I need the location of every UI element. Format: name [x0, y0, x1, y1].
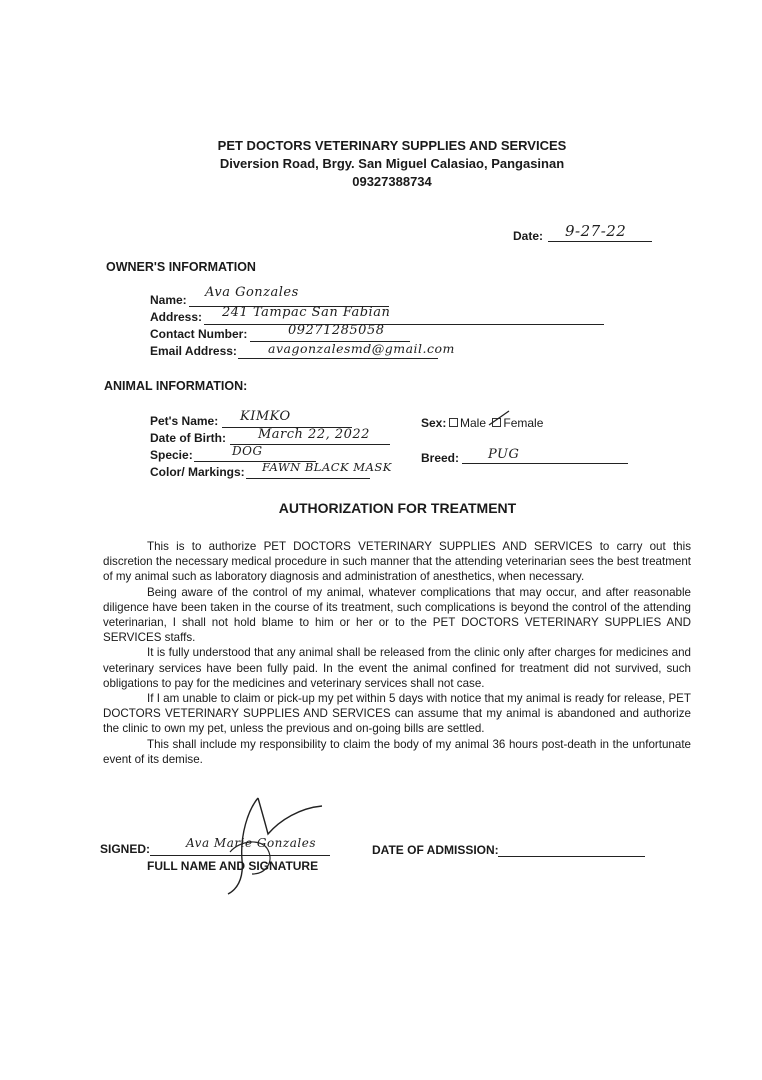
breed-value: PUG — [488, 447, 520, 462]
female-label: Female — [503, 416, 544, 430]
signature-scribble — [170, 790, 340, 900]
full-name-label: FULL NAME AND SIGNATURE — [147, 859, 319, 873]
color-value: FAWN BLACK MASK — [262, 460, 392, 474]
specie-value: DOG — [232, 444, 263, 458]
date-line — [548, 241, 652, 242]
authorization-paragraph-3: It is fully understood that any animal shall be released from the clinic only after charges for medicines and veterinary services have been fully paid. In the event the animal confined for treatment did not survived, such obligations to pay for the medicines and veterinary services shall not case. — [103, 646, 691, 690]
admission-label: DATE OF ADMISSION: — [372, 843, 499, 857]
clinic-phone: 09327388734 — [352, 174, 432, 189]
color-line — [246, 478, 370, 479]
signed-label: SIGNED: — [100, 842, 151, 856]
admission-line — [498, 856, 645, 857]
female-check-mark — [487, 409, 511, 427]
pet-name-label: Pet's Name: — [150, 414, 219, 428]
authorization-body — [103, 539, 691, 767]
authorization-paragraph-4: If I am unable to claim or pick-up my pet within 5 days with notice that my animal is ready for release, PET DOCTORS VETERINARY SUPPLIES AND SERVICES can assume that my animal is abandoned and authorize the clinic to own my pet, unless the previous and on-going bills are settled. — [103, 692, 691, 736]
specie-label: Specie: — [150, 448, 193, 462]
owner-section-title: OWNER'S INFORMATION — [106, 260, 256, 274]
male-label: Male — [460, 416, 487, 430]
male-checkbox[interactable] — [449, 418, 458, 427]
authorization-paragraph-5: This shall include my responsibility to claim the body of my animal 36 hours post-death in the unfortunate event of its demise. — [103, 737, 691, 766]
dob-value: March 22, 2022 — [258, 427, 370, 442]
date-label: Date: — [513, 229, 544, 243]
color-label: Color/ Markings: — [150, 465, 245, 479]
owner-address-value: 241 Tampac San Fabian — [222, 305, 391, 320]
clinic-address: Diversion Road, Brgy. San Miguel Calasiao, Pangasinan — [219, 156, 565, 171]
owner-contact-label: Contact Number: — [150, 327, 248, 341]
clinic-header — [0, 137, 762, 191]
authorization-paragraph-2: Being aware of the control of my animal, whatever complications that may occur, and after reasonable diligence have been taken in the course of its treatment, such complications is beyond the control of the attending veterinarian, I shall not hold blame to him or her or to the PET DOCTORS VETERINARY SUPPLIES AND SERVICES staffs. — [103, 585, 691, 645]
sex-label: Sex: — [421, 416, 447, 430]
owner-contact-value: 09271285058 — [288, 323, 385, 338]
owner-email-line — [238, 358, 438, 359]
dob-label: Date of Birth: — [150, 431, 226, 445]
clinic-name: PET DOCTORS VETERINARY SUPPLIES AND SERVICES — [217, 138, 567, 153]
date-value: 9-27-22 — [565, 222, 627, 240]
owner-email-value: avagonzalesmd@gmail.com — [268, 341, 455, 356]
owner-email-label: Email Address: — [150, 344, 237, 358]
breed-line — [462, 463, 628, 464]
pet-name-value: KIMKO — [240, 409, 291, 424]
signed-value: Ava Marie Gonzales — [186, 836, 316, 850]
sex-options — [446, 416, 543, 430]
breed-label: Breed: — [421, 451, 460, 465]
authorization-title: AUTHORIZATION FOR TREATMENT — [278, 500, 517, 516]
owner-name-label: Name: — [150, 293, 187, 307]
authorization-paragraph-1: This is to authorize PET DOCTORS VETERINARY SUPPLIES AND SERVICES to carry out this discretion the necessary medical procedure in such manner that the attending veterinarian sees the best treatment of my animal such as laboratory diagnosis and administration of anesthetics, when necessary. — [103, 540, 691, 584]
animal-section-title: ANIMAL INFORMATION: — [104, 379, 248, 393]
owner-address-label: Address: — [150, 310, 203, 324]
owner-address-line — [204, 324, 604, 325]
female-checkbox[interactable] — [492, 418, 501, 427]
owner-name-value: Ava Gonzales — [205, 285, 299, 300]
